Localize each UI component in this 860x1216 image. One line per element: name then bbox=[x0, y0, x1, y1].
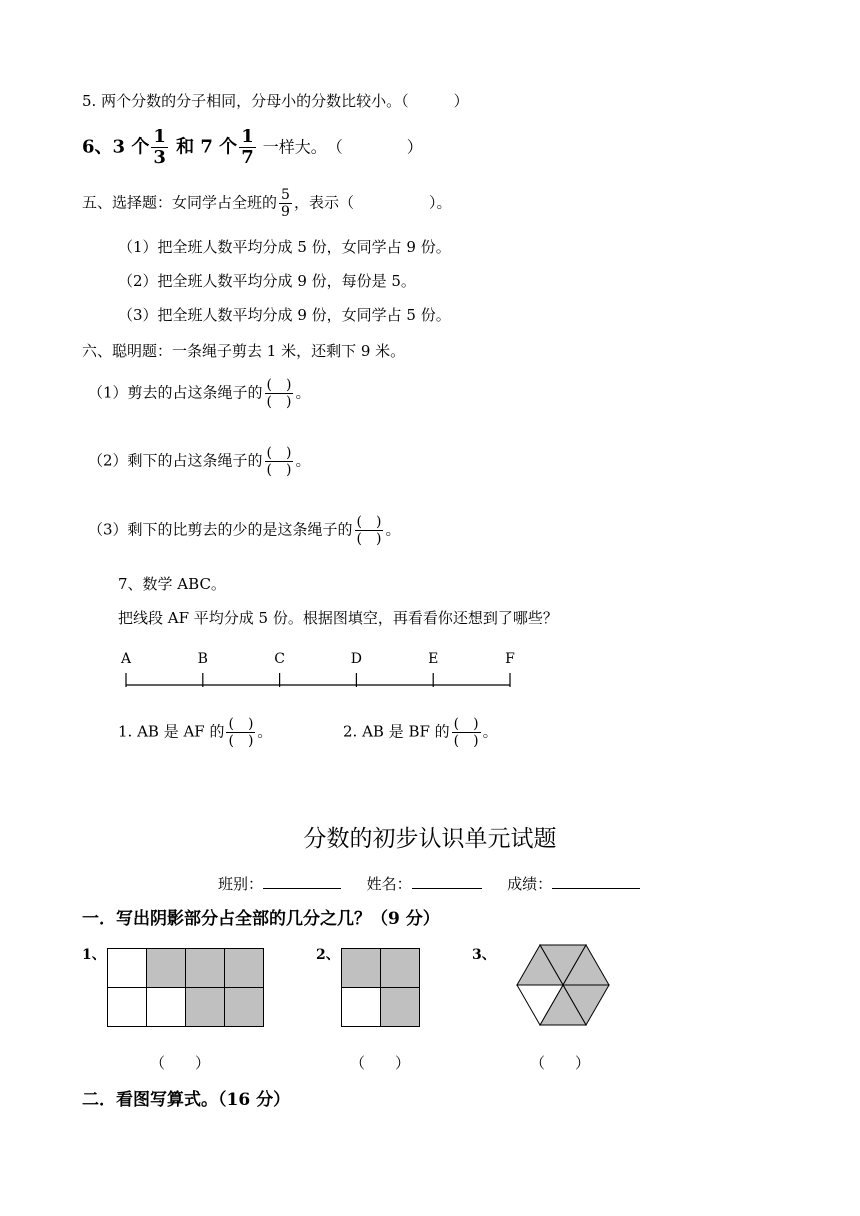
math-abc-title: 7、数学 ABC。 bbox=[118, 575, 226, 593]
fraction-numerator: ( ) bbox=[266, 377, 292, 393]
math-abc-q1-end: 。 bbox=[257, 722, 273, 741]
math-abc-q1-text: 1. AB 是 AF 的 bbox=[118, 722, 225, 741]
grid-cell-shaded bbox=[225, 949, 264, 988]
smart-item-text: （1）剪去的占这条绳子的 bbox=[88, 383, 263, 402]
figure-2-label: 2、 bbox=[316, 947, 340, 963]
choice-option-3: （3）把全班人数平均分成 9 份，女同学占 5 份。 bbox=[118, 306, 451, 324]
test-info-line bbox=[218, 873, 640, 894]
figure-1-answer[interactable]: （ ） bbox=[150, 1054, 211, 1072]
grid-cell-shaded bbox=[342, 949, 381, 988]
smart-item-1 bbox=[88, 378, 311, 409]
blank-fraction bbox=[355, 515, 384, 546]
smart-item-2 bbox=[88, 446, 311, 477]
blank-fraction bbox=[226, 717, 255, 748]
grid-cell-shaded bbox=[186, 949, 225, 988]
math-abc-q2-text: 2. AB 是 BF 的 bbox=[343, 722, 450, 741]
smart-item-end: 。 bbox=[295, 383, 311, 402]
fraction-numerator: ( ) bbox=[266, 445, 292, 461]
segment-point-label: D bbox=[350, 651, 363, 667]
choice-question bbox=[82, 188, 451, 219]
blank-fraction bbox=[265, 378, 294, 409]
grid-cell-blank bbox=[108, 988, 147, 1027]
question-5: 5. 两个分数的分子相同，分母小的分数比较小。（ ） bbox=[82, 92, 469, 110]
math-abc-q1 bbox=[118, 717, 272, 748]
grid-cell-blank bbox=[147, 988, 186, 1027]
score-field[interactable] bbox=[552, 874, 640, 889]
figure-1-grid bbox=[107, 948, 264, 1027]
grid-cell-shaded bbox=[381, 988, 420, 1027]
section-1-heading: 一．写出阴影部分占全部的几分之几？（9 分） bbox=[82, 909, 440, 929]
fraction-denominator: ( ) bbox=[228, 733, 254, 749]
figure-2-grid bbox=[341, 948, 420, 1027]
choice-option-2: （2）把全班人数平均分成 9 份，每份是 5。 bbox=[118, 272, 416, 290]
choice-option-1: （1）把全班人数平均分成 5 份，女同学占 9 份。 bbox=[118, 238, 451, 256]
figure-2-answer[interactable]: （ ） bbox=[350, 1054, 411, 1072]
fraction-numerator: ( ) bbox=[228, 716, 254, 732]
fraction-one-third bbox=[151, 128, 168, 167]
question-6-suffix: 一样大。 （ ） bbox=[257, 137, 423, 157]
test-title: 分数的初步认识单元试题 bbox=[303, 826, 557, 852]
segment-point-label: F bbox=[505, 651, 515, 667]
smart-item-end: 。 bbox=[385, 520, 401, 539]
blank-fraction bbox=[452, 717, 481, 748]
fraction-denominator: ( ) bbox=[356, 531, 382, 547]
grid-cell-shaded bbox=[147, 949, 186, 988]
smart-item-text: （2）剩下的占这条绳子的 bbox=[88, 451, 263, 470]
grid-cell-shaded bbox=[186, 988, 225, 1027]
segment-point-label: A bbox=[120, 651, 132, 667]
fraction-numerator: ( ) bbox=[453, 716, 479, 732]
fraction-numerator: ( ) bbox=[356, 514, 382, 530]
fraction-one-seventh bbox=[239, 128, 256, 167]
grid-cell-blank bbox=[108, 949, 147, 988]
fraction-denominator: 9 bbox=[281, 204, 290, 220]
grid-cell-shaded bbox=[225, 988, 264, 1027]
smart-item-end: 。 bbox=[295, 451, 311, 470]
class-label: 班别： bbox=[218, 875, 264, 893]
figure-1-label: 1、 bbox=[82, 947, 106, 963]
smart-item-3 bbox=[88, 515, 401, 546]
choice-prefix: 五、选择题：女同学占全班的 bbox=[82, 193, 278, 212]
grid-cell-shaded bbox=[381, 949, 420, 988]
figure-3-hexagon bbox=[508, 938, 618, 1032]
math-abc-q2 bbox=[343, 717, 498, 748]
segment-ticks bbox=[120, 651, 515, 687]
figure-3-answer[interactable]: （ ） bbox=[530, 1054, 591, 1072]
section-2-heading: 二．看图写算式。（16 分） bbox=[82, 1090, 291, 1110]
name-field[interactable] bbox=[412, 874, 482, 889]
smart-item-text: （3）剩下的比剪去的少的是这条绳子的 bbox=[88, 520, 353, 539]
smart-question-title: 六、聪明题：一条绳子剪去 1 米，还剩下 9 米。 bbox=[82, 342, 406, 360]
fraction-numerator: 1 bbox=[241, 126, 254, 147]
name-label: 姓名： bbox=[366, 875, 412, 893]
question-6 bbox=[82, 128, 423, 167]
math-abc-q2-end: 。 bbox=[482, 722, 498, 741]
segment-point-label: C bbox=[274, 651, 285, 667]
class-field[interactable] bbox=[263, 874, 341, 889]
grid-cell-blank bbox=[342, 988, 381, 1027]
blank-fraction bbox=[265, 446, 294, 477]
fraction-denominator: ( ) bbox=[266, 394, 292, 410]
fraction-numerator: 1 bbox=[153, 126, 166, 147]
fraction-numerator: 5 bbox=[281, 187, 290, 203]
segment-point-label: B bbox=[197, 651, 208, 667]
fraction-denominator: ( ) bbox=[266, 462, 292, 478]
score-label: 成绩： bbox=[507, 875, 553, 893]
fraction-denominator: ( ) bbox=[453, 733, 479, 749]
figure-3-label: 3、 bbox=[472, 947, 496, 963]
fraction-denominator: 3 bbox=[153, 147, 166, 168]
math-abc-instruction: 把线段 AF 平均分成 5 份。根据图填空，再看看你还想到了哪些？ bbox=[118, 609, 558, 627]
fraction-five-ninths bbox=[279, 188, 292, 219]
question-6-prefix: 6、3 个 bbox=[82, 136, 150, 158]
fraction-denominator: 7 bbox=[241, 147, 254, 168]
question-6-mid: 和 7 个 bbox=[169, 136, 238, 158]
segment-point-label: E bbox=[428, 651, 439, 667]
choice-suffix: ，表示（ ）。 bbox=[293, 193, 452, 212]
segment-af-diagram bbox=[118, 645, 528, 695]
